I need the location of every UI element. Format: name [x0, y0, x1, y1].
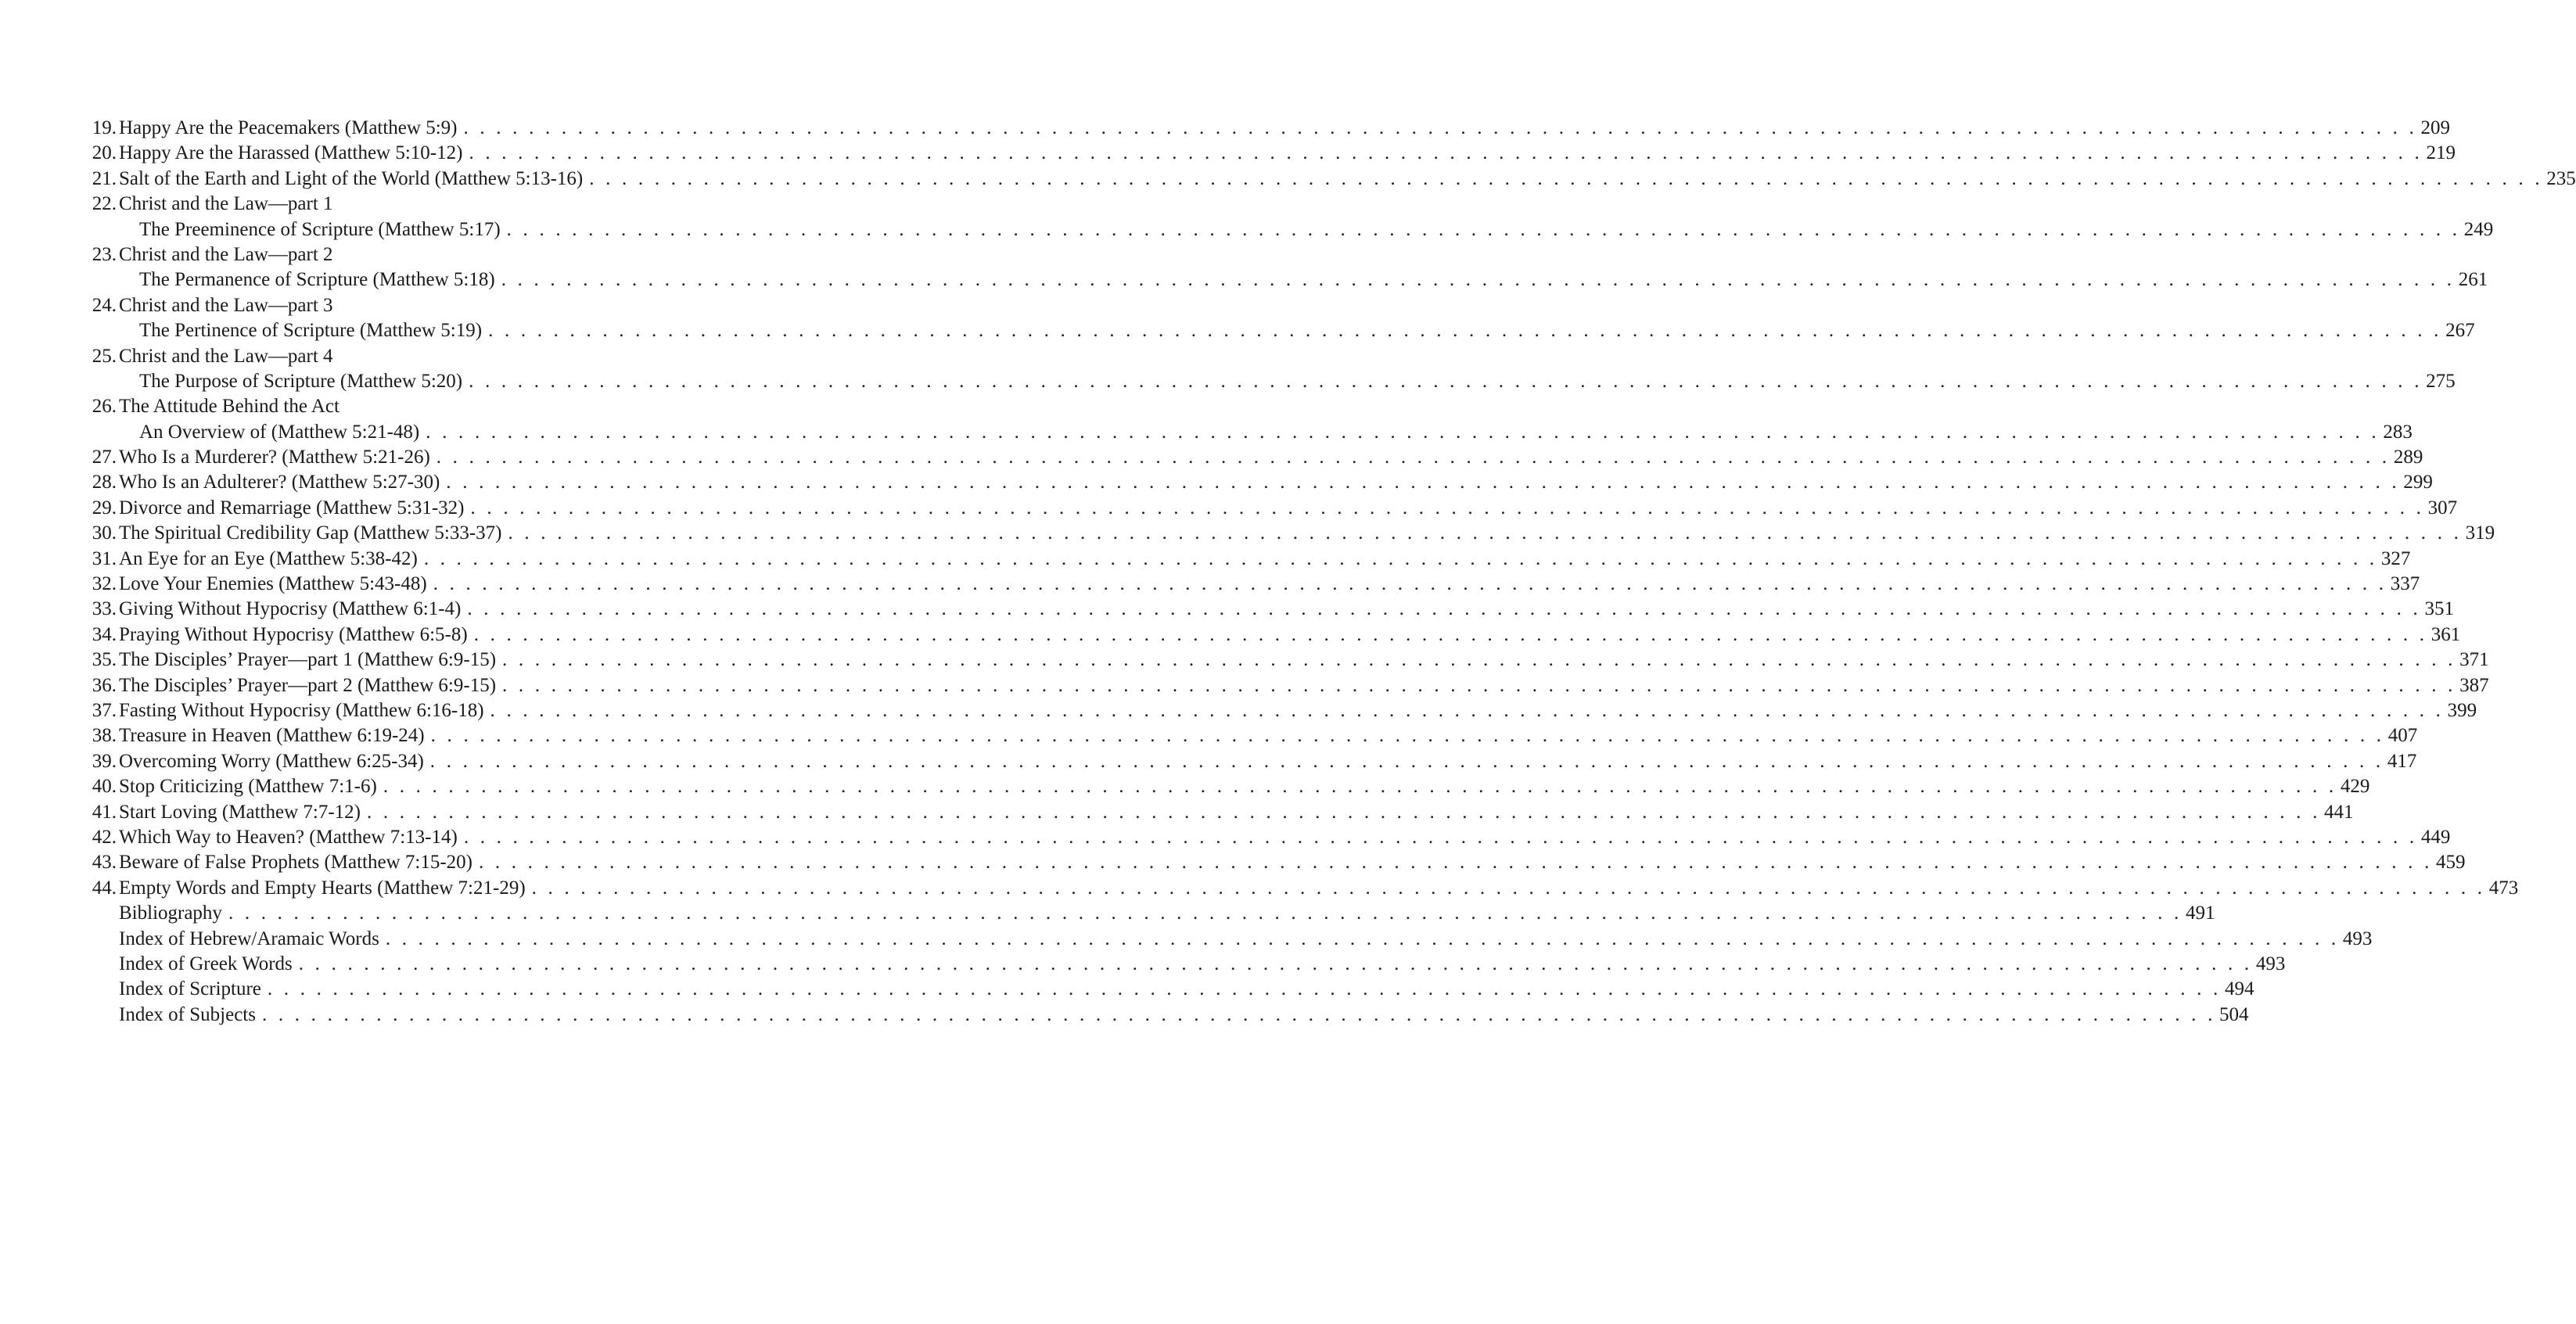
dot-leader: . . . . . . . . . . . . . . . . . . . . . . . . . . . . . . . . . . . . . . . . . . . . . . . . . . . . . . . . . . . . . . . . . . . . . . . . . . . . . . . . . . . . . . . . . . . . . . . . . . . . . . . . . . . . . . . . . . . . . . . . — [366, 801, 2321, 823]
table-of-contents — [81, 116, 2576, 1028]
page-number: 429 — [2340, 776, 2370, 798]
dot-leader: . . . . . . . . . . . . . . . . . . . . . . . . . . . . . . . . . . . . . . . . . . . . . . . . . . . . . . . . . . . . . . . . . . . . . . . . . . . . . . . . . . . . . . . . . . . . . . . . . . . . . . . . . . . . . . . . . . . . . . . . — [463, 117, 2418, 138]
entry-subtitle: The Purpose of Scripture (Matthew 5:20) — [139, 369, 469, 394]
dot-leader: . . . . . . . . . . . . . . . . . . . . . . . . . . . . . . . . . . . . . . . . . . . . . . . . . . . . . . . . . . . . . . . . . . . . . . . . . . . . . . . . . . . . . . . . . . . . . . . . . . . . . . . . . . . . . . . . . . . . . . . . — [488, 320, 2442, 342]
toc-entry — [81, 749, 2417, 774]
dot-leader: . . . . . . . . . . . . . . . . . . . . . . . . . . . . . . . . . . . . . . . . . . . . . . . . . . . . . . . . . . . . . . . . . . . . . . . . . . . . . . . . . . . . . . . . . . . . . . . . . . . . . . . . . . . . . . . . . . . . . . . . — [383, 776, 2337, 798]
page-number: 494 — [2224, 978, 2254, 1000]
entry-number: 24. — [92, 294, 117, 316]
page-number: 417 — [2387, 750, 2417, 772]
page-number: 361 — [2430, 623, 2461, 645]
entry-number: 41. — [92, 801, 117, 823]
entry-title: Praying Without Hypocrisy (Matthew 6:5-8) — [119, 623, 474, 648]
entry-title: Empty Words and Empty Hearts (Matthew 7:21-29) — [119, 876, 532, 901]
dot-leader: . . . . . . . . . . . . . . . . . . . . . . . . . . . . . . . . . . . . . . . . . . . . . . . . . . . . . . . . . . . . . . . . . . . . . . . . . . . . . . . . . . . . . . . . . . . . . . . . . . . . . . . . . . . . . . . . . . . . . . . . — [433, 573, 2387, 595]
toc-entry — [81, 496, 2458, 521]
entry-title: Beware of False Prophets (Matthew 7:15-20) — [119, 850, 479, 875]
toc-entry-continuation — [81, 420, 2413, 445]
entry-number: 25. — [92, 345, 117, 367]
back-matter-title: Index of Subjects — [119, 1003, 262, 1028]
dot-leader: . . . . . . . . . . . . . . . . . . . . . . . . . . . . . . . . . . . . . . . . . . . . . . . . . . . . . . . . . . . . . . . . . . . . . . . . . . . . . . . . . . . . . . . . . . . . . . . . . . . . . . . . . . . . . . . . . . . . . . . . — [267, 978, 2222, 1000]
page-number: 219 — [2426, 142, 2456, 164]
entry-title: Love Your Enemies (Matthew 5:43-48) — [119, 572, 433, 597]
toc-entry — [81, 141, 2456, 166]
page-number: 283 — [2383, 421, 2413, 443]
dot-leader: . . . . . . . . . . . . . . . . . . . . . . . . . . . . . . . . . . . . . . . . . . . . . . . . . . . . . . . . . . . . . . . . . . . . . . . . . . . . . . . . . . . . . . . . . . . . . . . . . . . . . . . . . . . . . . . . . . . . . . . . — [490, 699, 2445, 721]
toc-entry — [81, 242, 781, 267]
dot-leader: . . . . . . . . . . . . . . . . . . . . . . . . . . . . . . . . . . . . . . . . . . . . . . . . . . . . . . . . . . . . . . . . . . . . . . . . . . . . . . . . . . . . . . . . . . . . . . . . . . . . . . . . . . . . . . . . . . . . . . . . — [298, 953, 2253, 974]
toc-entry-continuation — [81, 369, 2456, 394]
dot-leader: . . . . . . . . . . . . . . . . . . . . . . . . . . . . . . . . . . . . . . . . . . . . . . . . . . . . . . . . . . . . . . . . . . . . . . . . . . . . . . . . . . . . . . . . . . . . . . . . . . . . . . . . . . . . . . . . . . . . . . . . — [426, 421, 2380, 443]
toc-entry — [81, 116, 2451, 141]
toc-back-matter-entry — [81, 952, 2286, 977]
entry-number: 19. — [92, 117, 117, 138]
page-number: 235 — [2546, 167, 2576, 189]
toc-entry — [81, 623, 2461, 648]
entry-number: 23. — [92, 243, 117, 265]
dot-leader: . . . . . . . . . . . . . . . . . . . . . . . . . . . . . . . . . . . . . . . . . . . . . . . . . . . . . . . . . . . . . . . . . . . . . . . . . . . . . . . . . . . . . . . . . . . . . . . . . . . . . . . . . . . . . . . . . . . . . . . . — [470, 497, 2425, 518]
entry-subtitle: The Preeminence of Scripture (Matthew 5:17) — [139, 217, 507, 242]
dot-leader: . . . . . . . . . . . . . . . . . . . . . . . . . . . . . . . . . . . . . . . . . . . . . . . . . . . . . . . . . . . . . . . . . . . . . . . . . . . . . . . . . . . . . . . . . . . . . . . . . . . . . . . . . . . . . . . . . . . . . . . . — [502, 649, 2456, 671]
entry-number: 33. — [92, 598, 117, 620]
entry-title: Who Is an Adulterer? (Matthew 5:27-30) — [119, 470, 446, 495]
dot-leader: . . . . . . . . . . . . . . . . . . . . . . . . . . . . . . . . . . . . . . . . . . . . . . . . . . . . . . . . . . . . . . . . . . . . . . . . . . . . . . . . . . . . . . . . . . . . . . . . . . . . . . . . . . . . . . . . . . . . . . . . — [436, 447, 2391, 468]
toc-entry — [81, 673, 2489, 698]
entry-number: 44. — [92, 877, 117, 899]
dot-leader: . . . . . . . . . . . . . . . . . . . . . . . . . . . . . . . . . . . . . . . . . . . . . . . . . . . . . . . . . . . . . . . . . . . . . . . . . . . . . . . . . . . . . . . . . . . . . . . . . . . . . . . . . . . . . . . . . . . . . . . . — [589, 167, 2543, 189]
toc-entry — [81, 521, 2495, 546]
entry-title: The Spiritual Credibility Gap (Matthew 5:33-37) — [119, 521, 508, 546]
toc-entry — [81, 597, 2454, 622]
page-number: 493 — [2342, 928, 2373, 949]
dot-leader: . . . . . . . . . . . . . . . . . . . . . . . . . . . . . . . . . . . . . . . . . . . . . . . . . . . . . . . . . . . . . . . . . . . . . . . . . . . . . . . . . . . . . . . . . . . . . . . . . . . . . . . . . . . . . . . . . . . . . . . . — [473, 623, 2428, 645]
page-number: 209 — [2420, 117, 2451, 138]
entry-title: Which Way to Heaven? (Matthew 7:13-14) — [119, 825, 464, 850]
entry-title: Divorce and Remarriage (Matthew 5:31-32) — [119, 496, 471, 521]
toc-entry — [81, 572, 2420, 597]
page-number: 267 — [2445, 320, 2475, 342]
toc-entry — [81, 470, 2433, 495]
entry-title: Salt of the Earth and Light of the World (Matthew 5:13-16) — [119, 167, 589, 192]
dot-leader: . . . . . . . . . . . . . . . . . . . . . . . . . . . . . . . . . . . . . . . . . . . . . . . . . . . . . . . . . . . . . . . . . . . . . . . . . . . . . . . . . . . . . . . . . . . . . . . . . . . . . . . . . . . . . . . . . . . . . . . . — [469, 142, 2423, 164]
toc-entry-continuation — [81, 267, 2488, 292]
entry-title: Happy Are the Peacemakers (Matthew 5:9) — [119, 116, 463, 141]
toc-entry — [81, 774, 2370, 799]
page-number: 289 — [2393, 447, 2423, 468]
entry-number: 28. — [92, 472, 117, 493]
toc-entry — [81, 192, 781, 217]
dot-leader: . . . . . . . . . . . . . . . . . . . . . . . . . . . . . . . . . . . . . . . . . . . . . . . . . . . . . . . . . . . . . . . . . . . . . . . . . . . . . . . . . . . . . . . . . . . . . . . . . . . . . . . . . . . . . . . . . . . . . . . . — [506, 218, 2461, 240]
page-number: 504 — [2219, 1003, 2249, 1025]
page-number: 493 — [2255, 953, 2286, 974]
entry-subtitle: The Pertinence of Scripture (Matthew 5:19) — [139, 318, 488, 343]
dot-leader: . . . . . . . . . . . . . . . . . . . . . . . . . . . . . . . . . . . . . . . . . . . . . . . . . . . . . . . . . . . . . . . . . . . . . . . . . . . . . . . . . . . . . . . . . . . . . . . . . . . . . . . . . . . . . . . . . . . . . . . . — [228, 902, 2183, 924]
entry-title: Happy Are the Harassed (Matthew 5:10-12) — [119, 141, 469, 166]
entry-title: Christ and the Law—part 3 — [119, 293, 340, 318]
back-matter-title: Index of Greek Words — [119, 952, 299, 977]
page-number: 319 — [2465, 522, 2495, 544]
page-number: 491 — [2186, 902, 2215, 924]
toc-entry-continuation — [81, 318, 2475, 343]
entry-number: 21. — [92, 167, 117, 189]
dot-leader: . . . . . . . . . . . . . . . . . . . . . . . . . . . . . . . . . . . . . . . . . . . . . . . . . . . . . . . . . . . . . . . . . . . . . . . . . . . . . . . . . . . . . . . . . . . . . . . . . . . . . . . . . . . . . . . . . . . . . . . . — [423, 547, 2378, 569]
toc-back-matter-entry — [81, 927, 2373, 952]
entry-number: 40. — [92, 776, 117, 798]
page-number: 449 — [2420, 826, 2451, 848]
entry-number: 35. — [92, 649, 117, 671]
entry-subtitle: The Permanence of Scripture (Matthew 5:18) — [139, 267, 501, 292]
entry-title: Stop Criticizing (Matthew 7:1-6) — [119, 774, 383, 799]
toc-back-matter-entry — [81, 901, 2215, 926]
entry-number: 22. — [92, 193, 117, 215]
entry-number: 31. — [92, 547, 117, 569]
toc-entry — [81, 547, 2411, 572]
toc-entry — [81, 648, 2489, 673]
dot-leader: . . . . . . . . . . . . . . . . . . . . . . . . . . . . . . . . . . . . . . . . . . . . . . . . . . . . . . . . . . . . . . . . . . . . . . . . . . . . . . . . . . . . . . . . . . . . . . . . . . . . . . . . . . . . . . . . . . . . . . . . — [469, 370, 2423, 392]
entry-number: 30. — [92, 522, 117, 544]
page-number: 441 — [2324, 801, 2354, 823]
page-number: 473 — [2488, 877, 2519, 899]
back-matter-title: Index of Hebrew/Aramaic Words — [119, 927, 386, 952]
entry-number: 32. — [92, 573, 117, 595]
entry-number: 38. — [92, 725, 117, 747]
entry-number: 29. — [92, 497, 117, 518]
entry-number: 37. — [92, 699, 117, 721]
dot-leader: . . . . . . . . . . . . . . . . . . . . . . . . . . . . . . . . . . . . . . . . . . . . . . . . . . . . . . . . . . . . . . . . . . . . . . . . . . . . . . . . . . . . . . . . . . . . . . . . . . . . . . . . . . . . . . . . . . . . . . . . — [446, 472, 2400, 493]
back-matter-title: Bibliography — [119, 901, 228, 926]
toc-entry — [81, 723, 2418, 748]
dot-leader: . . . . . . . . . . . . . . . . . . . . . . . . . . . . . . . . . . . . . . . . . . . . . . . . . . . . . . . . . . . . . . . . . . . . . . . . . . . . . . . . . . . . . . . . . . . . . . . . . . . . . . . . . . . . . . . . . . . . . . . . — [385, 928, 2340, 949]
toc-entry-continuation — [81, 217, 2494, 242]
entry-title: An Eye for an Eye (Matthew 5:38-42) — [119, 547, 424, 572]
toc-entry — [81, 394, 781, 419]
entry-title: The Attitude Behind the Act — [119, 394, 346, 419]
entry-title: The Disciples’ Prayer—part 2 (Matthew 6:9-15) — [119, 673, 502, 698]
page-number: 371 — [2459, 649, 2489, 671]
entry-title: Giving Without Hypocrisy (Matthew 6:1-4) — [119, 597, 467, 622]
entry-number: 42. — [92, 826, 117, 848]
dot-leader: . . . . . . . . . . . . . . . . . . . . . . . . . . . . . . . . . . . . . . . . . . . . . . . . . . . . . . . . . . . . . . . . . . . . . . . . . . . . . . . . . . . . . . . . . . . . . . . . . . . . . . . . . . . . . . . . . . . . . . . . — [531, 877, 2486, 899]
page-number: 399 — [2447, 699, 2477, 721]
toc-entry — [81, 445, 2423, 470]
toc-entry — [81, 167, 2576, 192]
entry-title: Who Is a Murderer? (Matthew 5:21-26) — [119, 445, 437, 470]
page-number: 387 — [2459, 674, 2489, 696]
dot-leader: . . . . . . . . . . . . . . . . . . . . . . . . . . . . . . . . . . . . . . . . . . . . . . . . . . . . . . . . . . . . . . . . . . . . . . . . . . . . . . . . . . . . . . . . . . . . . . . . . . . . . . . . . . . . . . . . . . . . . . . . — [502, 674, 2456, 696]
page-number: 351 — [2424, 598, 2454, 620]
entry-title: The Disciples’ Prayer—part 1 (Matthew 6:9-15) — [119, 648, 502, 673]
entry-title: Treasure in Heaven (Matthew 6:19-24) — [119, 723, 431, 748]
entry-number: 43. — [92, 852, 117, 874]
toc-entry — [81, 800, 2354, 825]
dot-leader: . . . . . . . . . . . . . . . . . . . . . . . . . . . . . . . . . . . . . . . . . . . . . . . . . . . . . . . . . . . . . . . . . . . . . . . . . . . . . . . . . . . . . . . . . . . . . . . . . . . . . . . . . . . . . . . . . . . . . . . . — [467, 598, 2421, 620]
entry-title: Overcoming Worry (Matthew 6:25-34) — [119, 749, 430, 774]
dot-leader: . . . . . . . . . . . . . . . . . . . . . . . . . . . . . . . . . . . . . . . . . . . . . . . . . . . . . . . . . . . . . . . . . . . . . . . . . . . . . . . . . . . . . . . . . . . . . . . . . . . . . . . . . . . . . . . . . . . . . . . . — [508, 522, 2463, 544]
toc-entry — [81, 293, 781, 318]
entry-title: Christ and the Law—part 4 — [119, 344, 340, 369]
dot-leader: . . . . . . . . . . . . . . . . . . . . . . . . . . . . . . . . . . . . . . . . . . . . . . . . . . . . . . . . . . . . . . . . . . . . . . . . . . . . . . . . . . . . . . . . . . . . . . . . . . . . . . . . . . . . . . . . . . . . . . . . — [429, 750, 2384, 772]
toc-entry — [81, 344, 781, 369]
page-number: 261 — [2458, 269, 2488, 291]
entry-number: 34. — [92, 623, 117, 645]
entry-subtitle: An Overview of (Matthew 5:21-48) — [139, 420, 426, 445]
page-number: 327 — [2380, 547, 2411, 569]
toc-entry — [81, 698, 2477, 723]
page-number: 307 — [2427, 497, 2458, 518]
dot-leader: . . . . . . . . . . . . . . . . . . . . . . . . . . . . . . . . . . . . . . . . . . . . . . . . . . . . . . . . . . . . . . . . . . . . . . . . . . . . . . . . . . . . . . . . . . . . . . . . . . . . . . . . . . . . . . . . . . . . . . . . — [261, 1003, 2216, 1025]
page-number: 299 — [2403, 472, 2433, 493]
page-number: 407 — [2387, 725, 2418, 747]
dot-leader: . . . . . . . . . . . . . . . . . . . . . . . . . . . . . . . . . . . . . . . . . . . . . . . . . . . . . . . . . . . . . . . . . . . . . . . . . . . . . . . . . . . . . . . . . . . . . . . . . . . . . . . . . . . . . . . . . . . . . . . . — [463, 826, 2418, 848]
entry-title: Christ and the Law—part 1 — [119, 192, 340, 217]
entry-title: Fasting Without Hypocrisy (Matthew 6:16-18) — [119, 698, 490, 723]
entry-title: Christ and the Law—part 2 — [119, 242, 340, 267]
page-number: 249 — [2463, 218, 2494, 240]
dot-leader: . . . . . . . . . . . . . . . . . . . . . . . . . . . . . . . . . . . . . . . . . . . . . . . . . . . . . . . . . . . . . . . . . . . . . . . . . . . . . . . . . . . . . . . . . . . . . . . . . . . . . . . . . . . . . . . . . . . . . . . . — [430, 725, 2385, 747]
entry-number: 36. — [92, 674, 117, 696]
dot-leader: . . . . . . . . . . . . . . . . . . . . . . . . . . . . . . . . . . . . . . . . . . . . . . . . . . . . . . . . . . . . . . . . . . . . . . . . . . . . . . . . . . . . . . . . . . . . . . . . . . . . . . . . . . . . . . . . . . . . . . . . — [501, 269, 2456, 291]
page-number: 337 — [2390, 573, 2420, 595]
page-number: 459 — [2436, 852, 2466, 874]
toc-entry — [81, 825, 2451, 850]
toc-back-matter-entry — [81, 977, 2254, 1002]
toc-entry — [81, 850, 2466, 875]
page-number: 275 — [2426, 370, 2456, 392]
toc-back-matter-entry — [81, 1003, 2249, 1028]
entry-number: 39. — [92, 750, 117, 772]
back-matter-title: Index of Scripture — [119, 977, 268, 1002]
toc-entry — [81, 876, 2519, 901]
entry-number: 27. — [92, 447, 117, 468]
dot-leader: . . . . . . . . . . . . . . . . . . . . . . . . . . . . . . . . . . . . . . . . . . . . . . . . . . . . . . . . . . . . . . . . . . . . . . . . . . . . . . . . . . . . . . . . . . . . . . . . . . . . . . . . . . . . . . . . . . . . . . . . — [478, 852, 2433, 874]
entry-number: 20. — [92, 142, 117, 164]
entry-number: 26. — [92, 396, 117, 418]
entry-title: Start Loving (Matthew 7:7-12) — [119, 800, 367, 825]
